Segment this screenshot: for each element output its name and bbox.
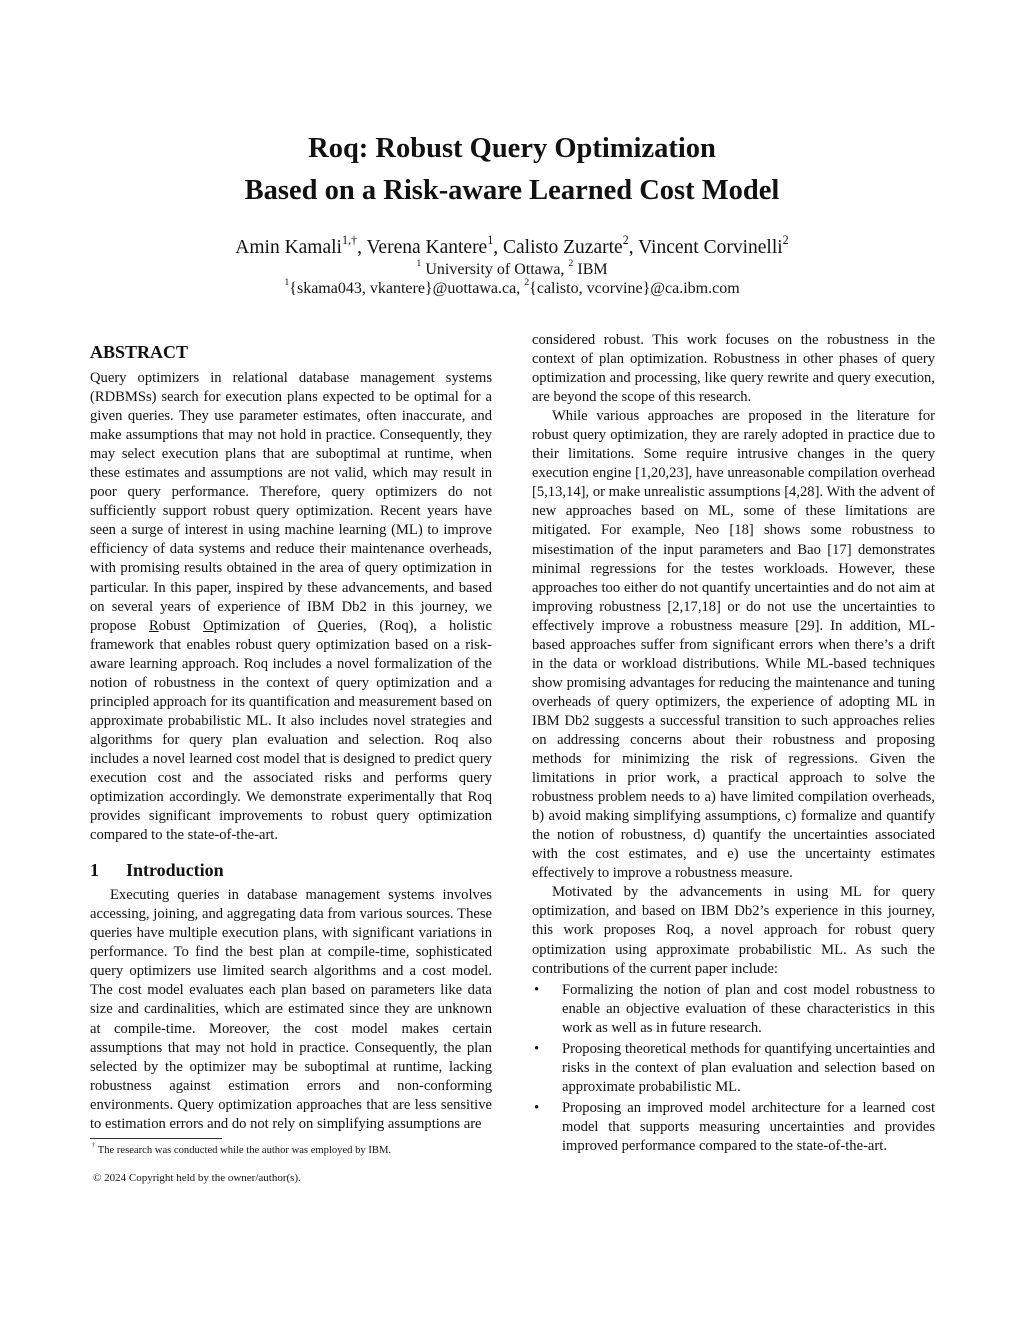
affiliation-mark: 1 (416, 258, 422, 270)
list-item: • Formalizing the notion of plan and cost model robustness to enable an objective evaluation of these characteristics in this work as well as in future research. (532, 981, 935, 1038)
intro-paragraph-1: Executing queries in database management systems involves accessing, joining, and aggregating data from various sources. These queries have multiple execution plans, with significant variations in performance. To find the best plan at compile-time, sophisticated query optimizers use limited search algorithms and a cost model. The cost model evaluates each plan based on parameters like data size and cardinalities, which are estimated since they are unknown at compile-time. Moreover, the cost model makes certain assumptions that may not hold in practice. Consequently, the plan selected by the optimizer may be suboptimal at runtime, lacking robustness against estimation errors and non-conforming environments. Query optimization approaches that are less sensitive to estimation errors and do not rely on simplifying assumptions are (90, 887, 492, 1132)
email-group-ibm: {calisto, vcorvine}@ca.ibm.com (529, 280, 740, 297)
intro-paragraph-2: While various approaches are proposed in the literature for robust query optimization, they are rarely adopted in practice due to their limitations. Some require intrusive changes in the query execution engine [1,20,23], have unreasonable compilation overhead [5,13,14], or make unrealistic assumptions [4,28]. With the advent of new approaches based on ML, some of these limitations are mitigated. For example, Neo [18] shows some robustness to misestimation of the input parameters and Bao [17] demonstrates minimal regressions for the testes workloads. However, these approaches too either do not quantify uncertainties and do not aim at improving robustness [2,17,18] or do not use the uncertainties to effectively improve a robustness measure [29]. In addition, ML-based approaches suffer from significant errors when there’s a drift in the data or workload distributions. While ML-based techniques show promising advantages for reducing the maintenance and tuning overheads of query optimizers, the experience of adopting ML in IBM Db2 suggests a successful transition to such approaches relies on addressing concerns about their robustness and proposing methods for minimizing the risk of regressions. Given the limitations in prior work, a practical approach to solve the robustness problem needs to a) have limited compilation overheads, b) avoid making simplifying assumptions, c) formalize and quantify the notion of robustness, d) quantify the uncertainties associated with the cost estimates, and e) use the uncertainty estimates effectively to improve a robustness measure. (532, 408, 935, 882)
abstract-heading: ABSTRACT (90, 342, 189, 362)
email-affiliation-mark: 1 (284, 277, 290, 289)
right-column (532, 331, 935, 1156)
section-number: 1 (90, 860, 99, 881)
affiliations (0, 260, 1024, 280)
author-affiliation-mark: 2 (622, 232, 629, 247)
acronym-letter-q: Q (317, 617, 329, 634)
title-line-2: Based on a Risk-aware Learned Cost Model (244, 175, 780, 206)
author-affiliation-mark: 1,† (341, 232, 358, 247)
list-item: • Proposing theoretical methods for quantifying uncertainties and risks in the context of plan evaluation and selection based on approximate probabilistic ML. (532, 1040, 935, 1097)
intro-paragraph-3: Motivated by the advancements in using ML for query optimization, and based on IBM Db2’s experience in this journey, this work proposes Roq, a novel approach for robust query optimization using approximate probabilistic ML. As such the contributions of the current paper include: (532, 884, 935, 977)
footnote-text: The research was conducted while the author was employed by IBM. (95, 1145, 392, 1156)
email-group-ottawa: {skama043, vkantere}@uottawa.ca, (289, 280, 525, 297)
abstract-paragraph (90, 369, 492, 845)
contributions-list (532, 981, 935, 1156)
footnote-divider (90, 1138, 222, 1139)
author-separator: , (628, 237, 639, 258)
email-affiliation-mark: 2 (524, 277, 530, 289)
acronym-fragment: ueries, (328, 617, 367, 634)
author-separator: , (493, 237, 504, 258)
acronym-fragment: ptimization of (213, 617, 318, 634)
author-list (0, 234, 1024, 262)
author-emails (0, 279, 1024, 299)
intro-paragraph-1-continued: considered robust. This work focuses on the robustness in the context of plan optimization. Robustness in other phases of query optimization and processing, like query rewrite and query execution, are beyond the scope of this research. (532, 332, 935, 406)
acronym-letter-o: O (203, 617, 214, 634)
author-name: Amin Kamali (235, 237, 342, 258)
author-name: Calisto Zuzarte (503, 237, 623, 258)
author-name: Vincent Corvinelli (638, 237, 783, 258)
footnote-mark: † (92, 1142, 96, 1150)
introduction-heading (90, 859, 492, 881)
abstract-text-before: Query optimizers in relational database management systems (RDBMSs) search for execution plans expected to be optimal for a given queries. They use parameter estimates, often inaccurate, and make assumptions that may not hold in practice. Consequently, they may select execution plans that are suboptimal at runtime, when these estimates and assumptions are not valid, which may result in poor query performance. Therefore, query optimizers do not sufficiently support robust query optimization. Recent years have seen a surge of interest in using machine learning (ML) to improve efficiency of data systems and reduce their maintenance overheads, with promising results obtained in the area of query optimization in particular. In this paper, inspired by these advancements, and based on several years of experience of IBM Db2 in this journey, we propose (90, 370, 492, 634)
title-line-1: Roq: Robust Query Optimization (308, 133, 716, 164)
affiliation-ibm: IBM (573, 261, 608, 278)
section-title: Introduction (126, 860, 224, 881)
abstract-text-after: (Roq), a holistic framework that enables robust query optimization based on a risk-aware learning approach. Roq includes a novel formalization of the notion of robustness in the context of query optimization and a principled approach for its quantification and measurement based on approximate probabilistic ML. It also includes novel strategies and algorithms for query plan evaluation and selection. Roq also includes a novel learned cost model that is designed to predict query execution cost and the associated risks and performs query optimization accordingly. We demonstrate experimentally that Roq provides significant improvements to robust query optimization compared to the state-of-the-art. (90, 617, 493, 844)
acronym-fragment: obust (158, 617, 204, 634)
affiliation-ottawa: University of Ottawa, (421, 261, 569, 278)
footnote (92, 1144, 494, 1158)
list-item: • Proposing an improved model architecture for a learned cost model that supports measuring uncertainties and provides improved performance compared to the state-of-the-art. (532, 1099, 935, 1156)
author-affiliation-mark: 1 (487, 232, 494, 247)
author-name: Verena Kantere (366, 237, 488, 258)
author-separator: , (357, 237, 367, 258)
affiliation-mark: 2 (568, 258, 574, 270)
left-column (90, 338, 492, 1134)
paper-title (0, 128, 1024, 212)
author-affiliation-mark: 2 (782, 232, 789, 247)
acronym-letter-r: R (148, 617, 159, 634)
copyright-notice: © 2024 Copyright held by the owner/author(s). (93, 1172, 301, 1184)
